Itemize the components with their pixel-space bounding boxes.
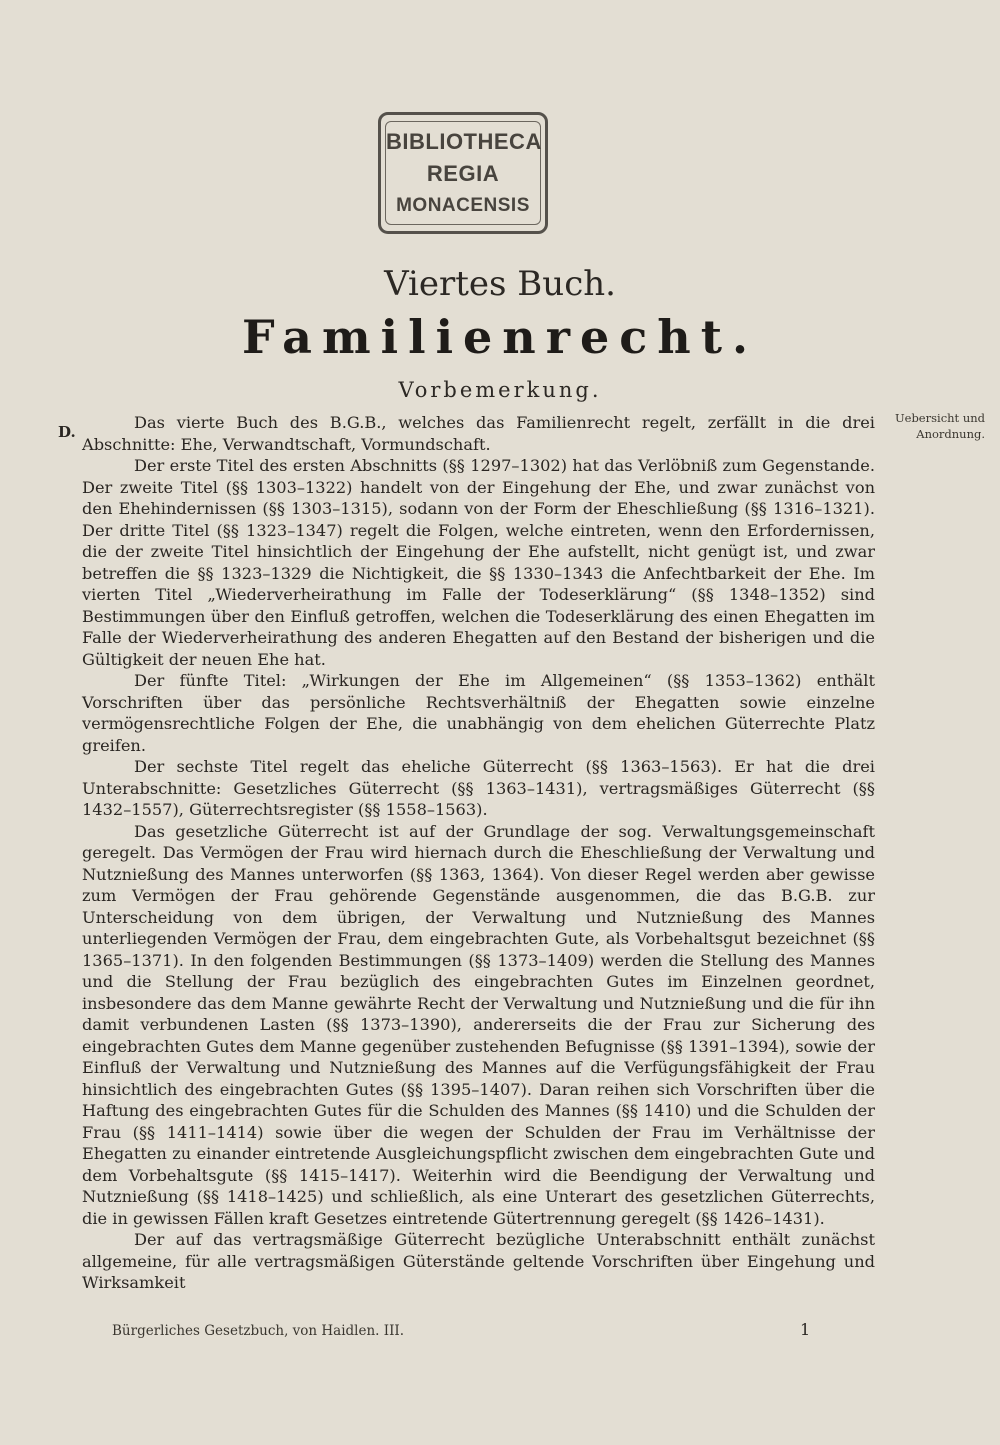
paragraph-4: Der sechste Titel regelt das eheliche Güterrecht (§§ 1363–1563). Er hat die drei Unterabschnitte: Gesetzliches Güterrecht (§§ 1363–1431), vertragsmäßiges Güterrecht (§§ 1432–1557), Güterrechtsregister (§§ 1558–1563). (82, 757, 875, 819)
stamp-line-3: MONACENSIS (396, 195, 530, 216)
stamp-line-1: BIBLIOTHECA (386, 129, 542, 154)
library-stamp (378, 112, 548, 234)
footer-running-title: Bürgerliches Gesetzbuch, von Haidlen. III. (112, 1323, 405, 1339)
paragraph-6: Der auf das vertragsmäßige Güterrecht bezügliche Unterabschnitt enthält zunächst allgemeine, für alle vertragsmäßigen Güterstände geltende Vorschriften über Eingehung und Wirksamkeit (82, 1230, 875, 1292)
paragraph-3: Der fünfte Titel: „Wirkungen der Ehe im Allgemeinen“ (§§ 1353–1362) enthält Vorschriften über das persönliche Rechtsverhältniß der Ehegatten sowie einzelne vermögensrechtliche Folgen der Ehe, die unabhängig von dem ehelichen Güterrechte Platz greifen. (82, 671, 875, 755)
margin-note: Uebersicht und Anordnung. (894, 411, 985, 441)
stamp-line-2: REGIA (426, 161, 500, 186)
page-number: 1 (800, 1320, 811, 1339)
book-heading: Viertes Buch. (384, 264, 616, 304)
paragraph-5: Das gesetzliche Güterrecht ist auf der Grundlage der sog. Verwaltungsgemeinschaft geregelt. Das Vermögen der Frau wird hiernach durch die Eheschließung der Verwaltung und Nutznießung des Mannes unterworfen (§§ 1363, 1364). Von dieser Regel werden aber gewisse zum Vermögen der Frau gehörende Gegenstände ausgenommen, die das B.G.B. zur Unterscheidung von dem übrigen, der Verwaltung und Nutznießung des Mannes unterliegenden Vermögen der Frau, dem eingebrachten Gute, als Vorbehaltsgut bezeichnet (§§ 1365–1371). In den folgenden Bestimmungen (§§ 1373–1409) werden die Stellung des Mannes und die Stellung der Frau bezüglich des eingebrachten Gutes im Einzelnen geordnet, insbesondere das dem Manne gewährte Recht der Verwaltung und Nutznießung und die für ihn damit verbundenen Lasten (§§ 1373–1390), andererseits die der Frau zur Sicherung des eingebrachten Gutes dem Manne gegenüber zustehenden Befugnisse (§§ 1391–1394), sowie der Einfluß der Verwaltung und Nutznießung des Mannes auf die Verfügungsfähigkeit der Frau hinsichtlich des eingebrachten Gutes (§§ 1395–1407). Daran reihen sich Vorschriften über die Haftung des eingebrachten Gutes für die Schulden des Mannes (§§ 1410) und die Schulden der Frau (§§ 1411–1414) sowie über die wegen der Schulden der Frau im Verhältnisse der Ehegatten zu einander eintretende Ausgleichungspflicht zwischen dem eingebrachten Gute und dem Vorbehaltsgute (§§ 1415–1417). Weiterhin wird die Beendigung der Verwaltung und Nutznießung (§§ 1418–1425) und schließlich, als eine Unterart des gesetzlichen Güterrechts, die in gewissen Fällen kraft Gesetzes eintretende Gütertrennung geregelt (§§ 1426–1431). (82, 821, 875, 1228)
body-text (82, 412, 875, 1294)
paragraph-2: Der erste Titel des ersten Abschnitts (§§ 1297–1302) hat das Verlöbniß zum Gegenstande. Der zweite Titel (§§ 1303–1322) handelt von der Eingehung der Ehe, und zwar zunächst von den Ehehindernissen (§§ 1303–1315), sodann von der Form der Eheschließung (§§ 1316–1321). Der dritte Titel (§§ 1323–1347) regelt die Folgen, welche eintreten, wenn den Erfordernissen, die der zweite Titel hinsichtlich der Eingehung der Ehe aufstellt, nicht genügt ist, und zwar betreffen die §§ 1323–1329 die Nichtigkeit, die §§ 1330–1343 die Anfechtbarkeit der Ehe. Im vierten Titel „Wiederverheirathung im Falle der Todeserklärung“ (§§ 1348–1352) sind Bestimmungen über den Einfluß getroffen, welchen die Todeserklärung des einen Ehegatten im Falle der Wiederverheirathung des anderen Ehegatten auf den Bestand der bisherigen und die Gültigkeit der neuen Ehe hat. (82, 456, 875, 669)
paragraph-1: Das vierte Buch des B.G.B., welches das Familienrecht regelt, zerfällt in die drei Abschnitte: Ehe, Verwandtschaft, Vormundschaft. (82, 413, 875, 454)
section-heading: Vorbemerkung. (398, 378, 602, 402)
paragraph-marker: D. (58, 423, 76, 441)
page-title: Familienrecht. (242, 310, 758, 364)
